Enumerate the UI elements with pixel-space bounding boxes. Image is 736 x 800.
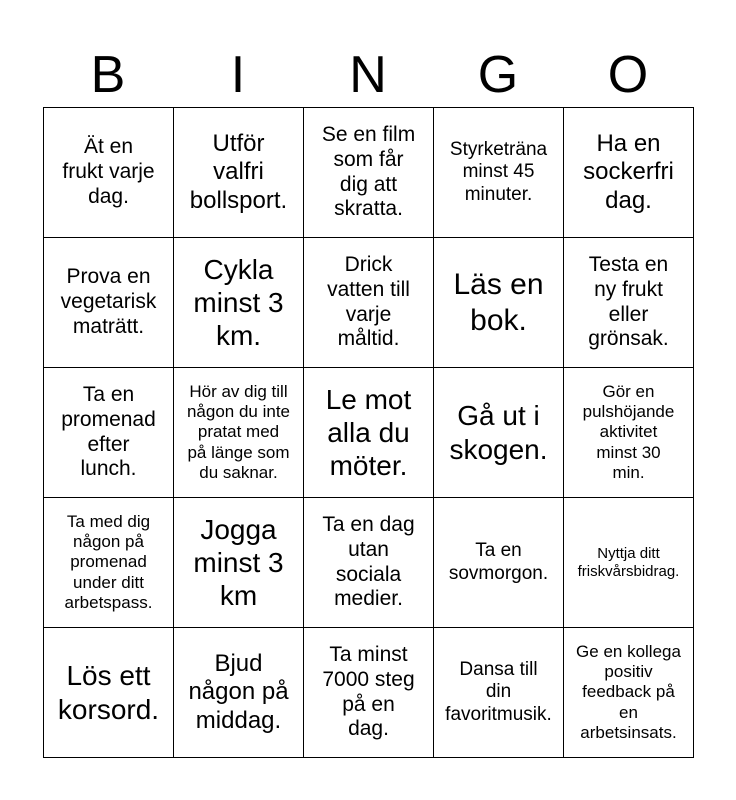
bingo-cell[interactable]: Se en film som får dig att skratta.: [304, 108, 434, 238]
bingo-cell[interactable]: Ta en dag utan sociala medier.: [304, 498, 434, 628]
bingo-cell[interactable]: Cykla minst 3 km.: [174, 238, 304, 368]
bingo-cell[interactable]: Hör av dig till någon du inte pratat med på länge som du saknar.: [174, 368, 304, 498]
bingo-cell[interactable]: Jogga minst 3 km: [174, 498, 304, 628]
bingo-cell[interactable]: Läs en bok.: [434, 238, 564, 368]
header-letter-n: N: [349, 46, 387, 104]
bingo-cell[interactable]: Nyttja ditt friskvårsbidrag.: [564, 498, 694, 628]
bingo-cell[interactable]: Ta minst 7000 steg på en dag.: [304, 628, 434, 758]
grid-row: [44, 108, 694, 238]
bingo-cell[interactable]: Ha en sockerfri dag.: [564, 108, 694, 238]
bingo-cell[interactable]: Prova en vegetarisk maträtt.: [44, 238, 174, 368]
bingo-cell[interactable]: Styrketräna minst 45 minuter.: [434, 108, 564, 238]
bingo-cell[interactable]: Utför valfri bollsport.: [174, 108, 304, 238]
bingo-cell[interactable]: Ta en sovmorgon.: [434, 498, 564, 628]
bingo-cell[interactable]: Dansa till din favoritmusik.: [434, 628, 564, 758]
header-letter-g: G: [477, 46, 519, 104]
grid-row: [44, 628, 694, 758]
grid-row: [44, 238, 694, 368]
header-letter-o: O: [607, 46, 649, 104]
bingo-cell[interactable]: Le mot alla du möter.: [304, 368, 434, 498]
bingo-cell[interactable]: Ät en frukt varje dag.: [44, 108, 174, 238]
bingo-cell[interactable]: Testa en ny frukt eller grönsak.: [564, 238, 694, 368]
bingo-cell[interactable]: Lös ett korsord.: [44, 628, 174, 758]
bingo-cell[interactable]: Bjud någon på middag.: [174, 628, 304, 758]
bingo-cell[interactable]: Ta med dig någon på promenad under ditt arbetspass.: [44, 498, 174, 628]
bingo-cell[interactable]: Ge en kollega positiv feedback på en arbetsinsats.: [564, 628, 694, 758]
bingo-cell[interactable]: Drick vatten till varje måltid.: [304, 238, 434, 368]
bingo-cell[interactable]: Gör en pulshöjande aktivitet minst 30 min.: [564, 368, 694, 498]
header-letter-i: I: [230, 46, 246, 104]
bingo-cell[interactable]: Gå ut i skogen.: [434, 368, 564, 498]
grid-row: [44, 368, 694, 498]
bingo-cell[interactable]: Ta en promenad efter lunch.: [44, 368, 174, 498]
header-letter-b: B: [90, 46, 126, 104]
bingo-grid: [43, 107, 694, 758]
bingo-header: [43, 42, 693, 108]
grid-row: [44, 498, 694, 628]
